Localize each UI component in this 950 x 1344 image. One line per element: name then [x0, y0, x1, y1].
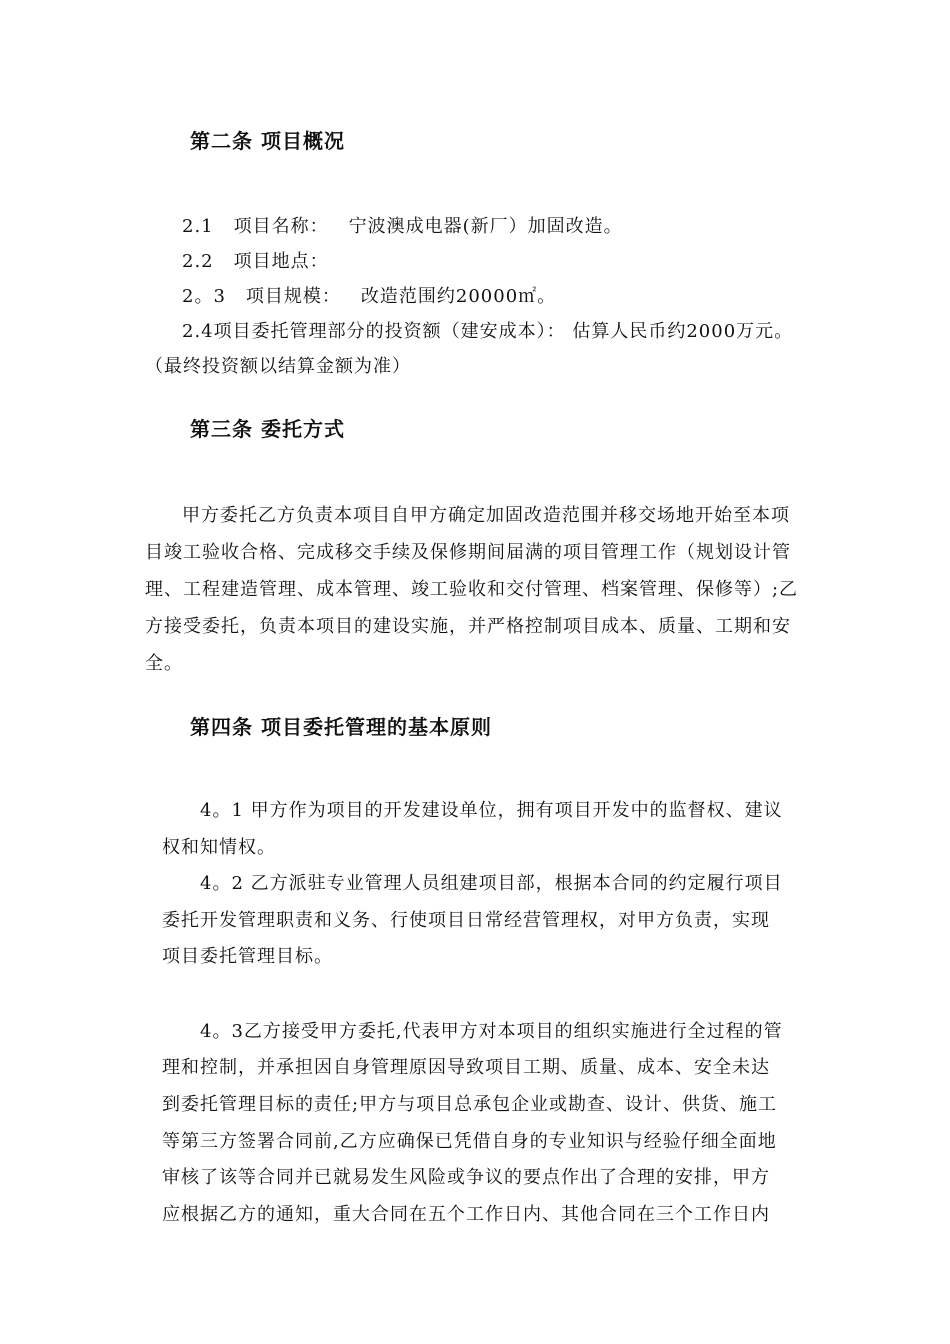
- section-2-heading: 第二条 项目概况: [190, 129, 345, 153]
- item-number: 2.2: [182, 251, 214, 272]
- item-2-2: [182, 247, 329, 273]
- item-value: 宁波澳成电器(新厂）加固改造。: [348, 216, 623, 237]
- item-2-3: [182, 282, 556, 308]
- section-4-2-line-3: 项目委托管理目标。: [162, 946, 333, 967]
- section-4-3-line-2: 理和控制，并承担因自身管理原因导致项目工期、质量、成本、安全未达: [162, 1057, 770, 1078]
- section-4-3-line-6: 应根据乙方的通知，重大合同在五个工作日内、其他合同在三个工作日内: [162, 1204, 770, 1225]
- section-4-2-line-1: 4。2 乙方派驻专业管理人员组建项目部，根据本合同的约定履行项目: [200, 873, 783, 894]
- item-2-4-line2: （最终投资额以结算金额为准）: [145, 356, 411, 377]
- section-3-line-3: 理、工程建造管理、成本管理、竣工验收和交付管理、档案管理、保修等）;乙: [145, 579, 799, 600]
- item-2-1: [182, 212, 623, 238]
- item-2-4-line1: 2.4项目委托管理部分的投资额（建安成本）： 估算人民币约2000万元。: [182, 321, 794, 342]
- section-3-line-1: 甲方委托乙方负责本项目自甲方确定加固改造范围并移交场地开始至本项: [182, 505, 790, 526]
- section-4-3-line-3: 到委托管理目标的责任;甲方与项目总承包企业或勘查、设计、供货、施工: [162, 1094, 778, 1115]
- section-3-line-4: 方接受委托，负责本项目的建设实施，并严格控制项目成本、质量、工期和安: [145, 616, 791, 637]
- item-number: 2。3: [182, 286, 226, 307]
- item-number: 2.1: [182, 216, 214, 237]
- item-value: 改造范围约20000㎡。: [360, 286, 557, 307]
- section-3-line-2: 目竣工验收合格、完成移交手续及保修期间届满的项目管理工作（规划设计管: [145, 542, 791, 563]
- item-label: 项目地点：: [233, 251, 329, 272]
- section-3-line-5: 全。: [145, 653, 183, 674]
- section-4-1-line-1: 4。1 甲方作为项目的开发建设单位，拥有项目开发中的监督权、建议: [200, 800, 783, 821]
- section-4-3-line-4: 等第三方签署合同前,乙方应确保已凭借自身的专业知识与经验仔细全面地: [162, 1131, 777, 1152]
- section-4-2-line-2: 委托开发管理职责和义务、行使项目日常经营管理权，对甲方负责，实现: [162, 910, 770, 931]
- item-label: 项目规模：: [245, 286, 341, 307]
- section-4-heading: 第四条 项目委托管理的基本原则: [190, 715, 492, 739]
- section-4-3-line-5: 审核了该等合同并已就易发生风险或争议的要点作出了合理的安排，甲方: [162, 1167, 770, 1188]
- section-3-heading: 第三条 委托方式: [190, 417, 345, 441]
- item-label: 项目名称：: [233, 216, 329, 237]
- section-4-3-line-1: 4。3乙方接受甲方委托,代表甲方对本项目的组织实施进行全过程的管: [200, 1021, 783, 1042]
- section-4-1-line-2: 权和知情权。: [162, 837, 276, 858]
